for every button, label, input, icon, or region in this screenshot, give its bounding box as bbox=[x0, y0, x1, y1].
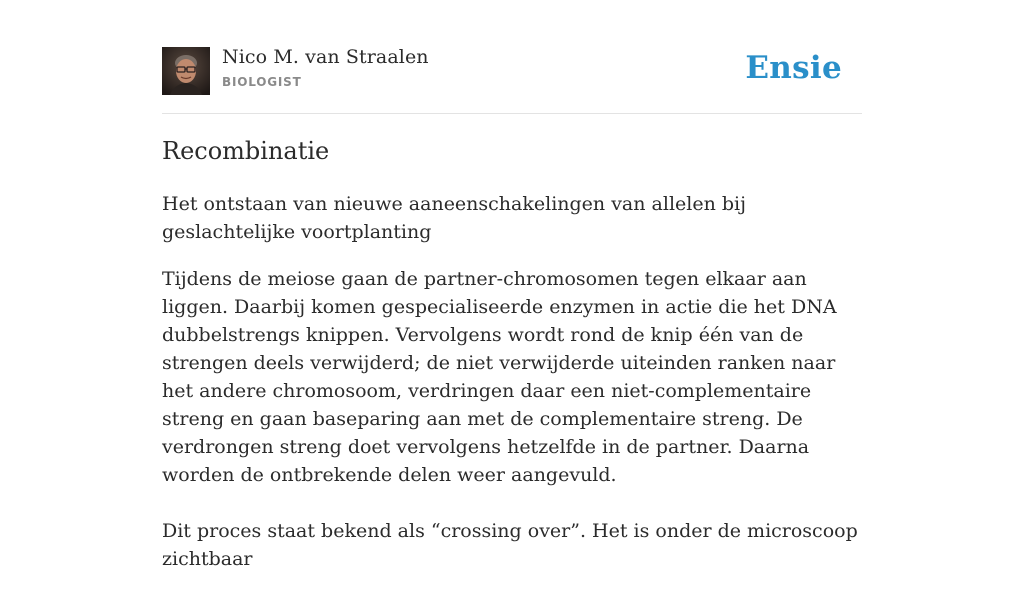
author-name[interactable]: Nico M. van Straalen bbox=[222, 46, 429, 68]
body-paragraph: Tijdens de meiose gaan de partner-chromosomen tegen elkaar aan liggen. Daarbij komen gespecialiseerde enzymen in actie die het DNA dubbelstrengs knippen. Vervolgens wordt rond de knip één van de strengen deels verwijderd; de niet verwijderde uiteinden ranken naar het andere chromosoom, verdringen daar een niet-complementaire streng en gaan baseparing aan met de complementaire streng. De verdrongen streng doet vervolgens hetzelfde in de partner. Daarna worden de ontbrekende delen weer aangevuld. bbox=[162, 268, 837, 486]
body-paragraph: Dit proces staat bekend als “crossing over”. Het is onder de microscoop zichtbaar bbox=[162, 520, 858, 570]
entry-body bbox=[162, 265, 864, 601]
author-role: BIOLOGIST bbox=[222, 75, 302, 89]
article-header bbox=[162, 0, 862, 114]
entry-definition: Het ontstaan van nieuwe aaneenschakelingen van allelen bij geslachtelijke voortplanting bbox=[162, 193, 746, 243]
author-avatar[interactable] bbox=[162, 47, 210, 95]
article-card bbox=[162, 0, 862, 570]
ensie-logo[interactable]: Ensie bbox=[745, 50, 842, 86]
avatar-portrait-icon bbox=[162, 47, 210, 95]
entry-title: Recombinatie bbox=[162, 137, 330, 165]
